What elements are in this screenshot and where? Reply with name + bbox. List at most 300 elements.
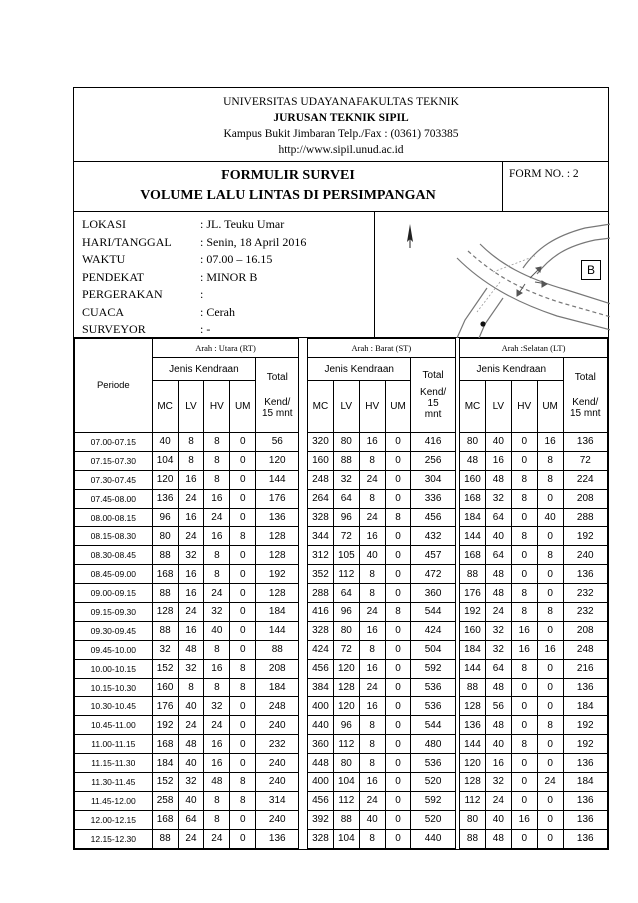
- column-gap: [299, 773, 308, 792]
- value-cell-mc: 152: [152, 773, 178, 792]
- periode-cell: 12.00-12.15: [75, 810, 153, 829]
- value-cell-um: 0: [230, 735, 256, 754]
- info-label: PENDEKAT: [82, 269, 144, 284]
- value-cell-hv: 16: [359, 773, 385, 792]
- value-cell-lv: 16: [178, 470, 204, 489]
- value-cell-lv: 64: [333, 584, 359, 603]
- value-cell-hv: 16: [359, 697, 385, 716]
- info-row: [82, 286, 306, 304]
- value-cell-um: 0: [230, 433, 256, 452]
- table-row: [75, 773, 608, 792]
- value-cell-lv: 24: [485, 603, 511, 622]
- value-cell-lv: 24: [178, 829, 204, 848]
- value-cell-hv: 0: [511, 716, 537, 735]
- value-cell-total: 544: [411, 603, 455, 622]
- value-cell-lv: 104: [333, 829, 359, 848]
- periode-cell: 09.15-09.30: [75, 603, 153, 622]
- value-cell-um: 0: [230, 621, 256, 640]
- value-cell-hv: 0: [511, 451, 537, 470]
- value-cell-lv: 32: [178, 659, 204, 678]
- value-cell-lv: 104: [333, 773, 359, 792]
- periode-cell: 10.00-10.15: [75, 659, 153, 678]
- value-cell-total: 184: [563, 697, 607, 716]
- value-cell-lv: 72: [333, 640, 359, 659]
- value-cell-total: 144: [256, 621, 299, 640]
- value-cell-total: 536: [411, 697, 455, 716]
- value-cell-total: 240: [563, 546, 607, 565]
- value-cell-mc: 88: [460, 829, 486, 848]
- value-cell-lv: 96: [333, 716, 359, 735]
- value-cell-um: 0: [537, 791, 563, 810]
- value-cell-total: 416: [411, 433, 455, 452]
- value-cell-hv: 40: [359, 810, 385, 829]
- value-cell-total: 224: [563, 470, 607, 489]
- total-header: [411, 358, 455, 433]
- value-cell-hv: 8: [204, 640, 230, 659]
- value-cell-lv: 48: [485, 584, 511, 603]
- value-cell-total: 128: [256, 584, 299, 603]
- value-cell-hv: 0: [511, 773, 537, 792]
- value-cell-total: 288: [563, 508, 607, 527]
- value-cell-um: 0: [230, 810, 256, 829]
- vehicle-type-um: UM: [230, 381, 256, 433]
- value-cell-mc: 192: [460, 603, 486, 622]
- value-cell-mc: 312: [307, 546, 333, 565]
- periode-cell: 08.00-08.15: [75, 508, 153, 527]
- value-cell-mc: 120: [152, 470, 178, 489]
- value-cell-mc: 184: [460, 508, 486, 527]
- value-cell-hv: 48: [204, 773, 230, 792]
- value-cell-hv: 8: [359, 829, 385, 848]
- value-cell-lv: 48: [485, 470, 511, 489]
- value-cell-total: 192: [563, 735, 607, 754]
- value-cell-total: 88: [256, 640, 299, 659]
- info-value: :: [200, 287, 204, 302]
- value-cell-lv: 32: [333, 470, 359, 489]
- value-cell-mc: 288: [307, 584, 333, 603]
- value-cell-total: 144: [256, 470, 299, 489]
- value-cell-hv: 24: [359, 508, 385, 527]
- department-name: JURUSAN TEKNIK SIPIL: [273, 112, 409, 124]
- info-label: LOKASI: [82, 217, 126, 232]
- value-cell-mc: 160: [460, 470, 486, 489]
- value-cell-total: 216: [563, 659, 607, 678]
- value-cell-hv: 24: [204, 716, 230, 735]
- value-cell-mc: 176: [152, 697, 178, 716]
- value-cell-um: 0: [537, 621, 563, 640]
- value-cell-mc: 248: [307, 470, 333, 489]
- form-title-line1: FORMULIR SURVEI: [221, 168, 355, 183]
- value-cell-total: 184: [563, 773, 607, 792]
- value-cell-mc: 192: [152, 716, 178, 735]
- info-value: : -: [200, 322, 211, 337]
- value-cell-total: 536: [411, 754, 455, 773]
- table-row: [75, 810, 608, 829]
- table-row: [75, 584, 608, 603]
- value-cell-hv: 8: [511, 489, 537, 508]
- value-cell-lv: 40: [485, 735, 511, 754]
- value-cell-lv: 32: [178, 773, 204, 792]
- value-cell-hv: 16: [359, 433, 385, 452]
- value-cell-um: 0: [385, 735, 411, 754]
- value-cell-um: 0: [230, 697, 256, 716]
- unit-line: mnt: [424, 409, 442, 420]
- value-cell-lv: 40: [178, 754, 204, 773]
- value-cell-um: 0: [230, 716, 256, 735]
- value-cell-lv: 48: [485, 716, 511, 735]
- table-row: [75, 565, 608, 584]
- value-cell-hv: 24: [359, 470, 385, 489]
- value-cell-lv: 48: [485, 678, 511, 697]
- unit-line: 15 mnt: [261, 407, 293, 419]
- info-row: [82, 304, 306, 322]
- value-cell-mc: 136: [152, 489, 178, 508]
- group-header-selatan: Arah :Selatan (LT): [460, 339, 608, 358]
- value-cell-hv: 8: [511, 735, 537, 754]
- column-gap: [299, 716, 308, 735]
- column-gap: [299, 735, 308, 754]
- value-cell-hv: 0: [511, 754, 537, 773]
- value-cell-um: 0: [230, 603, 256, 622]
- value-cell-um: 40: [537, 508, 563, 527]
- value-cell-um: 0: [385, 640, 411, 659]
- value-cell-mc: 144: [460, 527, 486, 546]
- value-cell-hv: 16: [359, 659, 385, 678]
- value-cell-mc: 440: [307, 716, 333, 735]
- table-row: [75, 527, 608, 546]
- total-label: Total: [574, 371, 596, 383]
- column-gap: [299, 339, 308, 433]
- value-cell-lv: 16: [178, 565, 204, 584]
- info-row: [82, 216, 306, 234]
- info-value: : JL. Teuku Umar: [200, 217, 285, 232]
- north-arrow-icon: [407, 224, 413, 248]
- column-gap: [299, 829, 308, 848]
- intersection-map: [374, 212, 610, 338]
- value-cell-total: 456: [411, 508, 455, 527]
- value-cell-lv: 48: [485, 829, 511, 848]
- total-label: Total: [266, 371, 288, 383]
- vehicle-type-lv: LV: [333, 381, 359, 433]
- unit-line: 15 mnt: [569, 407, 601, 419]
- value-cell-um: 0: [230, 565, 256, 584]
- value-cell-lv: 8: [178, 433, 204, 452]
- value-cell-um: 16: [537, 640, 563, 659]
- table-row: [75, 829, 608, 848]
- value-cell-total: 192: [256, 565, 299, 584]
- value-cell-um: 0: [385, 697, 411, 716]
- value-cell-total: 56: [256, 433, 299, 452]
- value-cell-mc: 168: [152, 735, 178, 754]
- value-cell-mc: 88: [152, 829, 178, 848]
- value-cell-mc: 128: [152, 603, 178, 622]
- column-gap: [299, 470, 308, 489]
- value-cell-lv: 72: [333, 527, 359, 546]
- value-cell-total: 176: [256, 489, 299, 508]
- value-cell-lv: 64: [485, 508, 511, 527]
- value-cell-total: 240: [256, 754, 299, 773]
- value-cell-um: 24: [537, 773, 563, 792]
- value-cell-lv: 64: [485, 659, 511, 678]
- vehicle-type-lv: LV: [485, 381, 511, 433]
- value-cell-hv: 16: [359, 527, 385, 546]
- value-cell-um: 0: [385, 489, 411, 508]
- value-cell-um: 0: [537, 810, 563, 829]
- value-cell-lv: 24: [178, 527, 204, 546]
- periode-cell: 07.30-07.45: [75, 470, 153, 489]
- value-cell-lv: 40: [485, 527, 511, 546]
- unit-line: Kend/: [572, 396, 599, 408]
- value-cell-lv: 40: [485, 810, 511, 829]
- value-cell-mc: 456: [307, 791, 333, 810]
- value-cell-total: 192: [563, 716, 607, 735]
- value-cell-um: 16: [537, 433, 563, 452]
- value-cell-hv: 8: [204, 565, 230, 584]
- value-cell-lv: 40: [178, 697, 204, 716]
- info-label: PERGERAKAN: [82, 287, 163, 302]
- value-cell-hv: 0: [511, 508, 537, 527]
- value-cell-mc: 80: [460, 810, 486, 829]
- value-cell-total: 424: [411, 621, 455, 640]
- value-cell-total: 72: [563, 451, 607, 470]
- info-row: [82, 251, 306, 269]
- vehicle-type-um: UM: [385, 381, 411, 433]
- table-row: [75, 716, 608, 735]
- value-cell-total: 136: [256, 829, 299, 848]
- periode-cell: 09.00-09.15: [75, 584, 153, 603]
- value-cell-mc: 184: [460, 640, 486, 659]
- value-cell-total: 480: [411, 735, 455, 754]
- value-cell-total: 184: [256, 678, 299, 697]
- value-cell-total: 592: [411, 659, 455, 678]
- periode-cell: 08.45-09.00: [75, 565, 153, 584]
- value-cell-total: 232: [256, 735, 299, 754]
- value-cell-mc: 328: [307, 829, 333, 848]
- value-cell-um: 0: [385, 773, 411, 792]
- survey-info-table: [82, 216, 306, 339]
- value-cell-lv: 16: [178, 621, 204, 640]
- value-cell-hv: 8: [511, 584, 537, 603]
- unit-line: 15: [427, 398, 439, 409]
- value-cell-mc: 80: [152, 527, 178, 546]
- value-cell-hv: 8: [359, 584, 385, 603]
- value-cell-mc: 168: [152, 565, 178, 584]
- value-cell-lv: 120: [333, 659, 359, 678]
- value-cell-um: 0: [385, 810, 411, 829]
- value-cell-um: 0: [385, 433, 411, 452]
- value-cell-lv: 24: [178, 489, 204, 508]
- column-gap: [299, 640, 308, 659]
- value-cell-total: 184: [256, 603, 299, 622]
- value-cell-total: 232: [563, 603, 607, 622]
- value-cell-mc: 384: [307, 678, 333, 697]
- value-cell-lv: 80: [333, 621, 359, 640]
- value-cell-mc: 400: [307, 773, 333, 792]
- value-cell-hv: 16: [359, 621, 385, 640]
- value-cell-mc: 424: [307, 640, 333, 659]
- value-cell-um: 0: [537, 829, 563, 848]
- value-cell-um: 0: [385, 754, 411, 773]
- value-cell-lv: 16: [178, 508, 204, 527]
- table-row: [75, 754, 608, 773]
- column-gap: [299, 508, 308, 527]
- value-cell-total: 208: [256, 659, 299, 678]
- column-gap: [299, 433, 308, 452]
- value-cell-um: 0: [537, 735, 563, 754]
- value-cell-um: 0: [385, 716, 411, 735]
- info-row: [82, 269, 306, 287]
- value-cell-lv: 96: [333, 603, 359, 622]
- value-cell-hv: 8: [511, 527, 537, 546]
- total-header: [256, 358, 299, 433]
- value-cell-um: 0: [537, 697, 563, 716]
- value-cell-lv: 32: [485, 640, 511, 659]
- value-cell-um: 0: [385, 584, 411, 603]
- info-row: [82, 234, 306, 252]
- value-cell-lv: 48: [178, 735, 204, 754]
- value-cell-mc: 96: [152, 508, 178, 527]
- info-value: : Senin, 18 April 2016: [200, 234, 307, 249]
- value-cell-hv: 8: [204, 546, 230, 565]
- value-cell-hv: 32: [204, 697, 230, 716]
- table-row: [75, 508, 608, 527]
- value-cell-total: 504: [411, 640, 455, 659]
- location-marker-icon: [480, 321, 485, 326]
- value-cell-mc: 360: [307, 735, 333, 754]
- column-gap: [299, 659, 308, 678]
- value-cell-um: 0: [537, 489, 563, 508]
- value-cell-um: 0: [385, 678, 411, 697]
- value-cell-mc: 160: [152, 678, 178, 697]
- value-cell-um: 0: [385, 451, 411, 470]
- vehicle-type-hv: HV: [204, 381, 230, 433]
- value-cell-hv: 0: [511, 433, 537, 452]
- value-cell-total: 336: [411, 489, 455, 508]
- university-name: UNIVERSITAS UDAYANAFAKULTAS TEKNIK: [223, 96, 459, 108]
- value-cell-lv: 112: [333, 791, 359, 810]
- value-cell-hv: 0: [511, 697, 537, 716]
- value-cell-mc: 120: [460, 754, 486, 773]
- value-cell-mc: 88: [460, 565, 486, 584]
- value-cell-lv: 32: [178, 546, 204, 565]
- value-cell-um: 8: [537, 603, 563, 622]
- value-cell-um: 0: [537, 659, 563, 678]
- periode-cell: 11.30-11.45: [75, 773, 153, 792]
- value-cell-hv: 32: [204, 603, 230, 622]
- value-cell-total: 192: [563, 527, 607, 546]
- table-row: [75, 451, 608, 470]
- value-cell-total: 136: [256, 508, 299, 527]
- value-cell-lv: 48: [178, 640, 204, 659]
- value-cell-mc: 40: [152, 433, 178, 452]
- form-title-line2: VOLUME LALU LINTAS DI PERSIMPANGAN: [140, 188, 436, 203]
- total-header: [563, 358, 607, 433]
- value-cell-mc: 344: [307, 527, 333, 546]
- value-cell-um: 0: [385, 659, 411, 678]
- value-cell-total: 432: [411, 527, 455, 546]
- value-cell-um: 8: [385, 508, 411, 527]
- value-cell-mc: 168: [460, 546, 486, 565]
- value-cell-mc: 152: [152, 659, 178, 678]
- value-cell-total: 136: [563, 433, 607, 452]
- value-cell-total: 240: [256, 716, 299, 735]
- column-gap: [299, 451, 308, 470]
- table-row: [75, 621, 608, 640]
- value-cell-mc: 32: [152, 640, 178, 659]
- value-cell-hv: 8: [359, 489, 385, 508]
- value-cell-mc: 258: [152, 791, 178, 810]
- value-cell-lv: 105: [333, 546, 359, 565]
- value-cell-total: 472: [411, 565, 455, 584]
- value-cell-total: 536: [411, 678, 455, 697]
- info-label: SURVEYOR: [82, 322, 146, 337]
- value-cell-hv: 8: [204, 678, 230, 697]
- table-row: [75, 546, 608, 565]
- value-cell-total: 248: [256, 697, 299, 716]
- value-cell-hv: 24: [359, 678, 385, 697]
- value-cell-mc: 128: [460, 773, 486, 792]
- value-cell-hv: 0: [511, 829, 537, 848]
- website-url: http://www.sipil.unud.ac.id: [278, 144, 404, 156]
- value-cell-total: 136: [563, 829, 607, 848]
- periode-cell: 12.15-12.30: [75, 829, 153, 848]
- periode-cell: 10.15-10.30: [75, 678, 153, 697]
- value-cell-um: 0: [537, 584, 563, 603]
- value-cell-lv: 40: [178, 791, 204, 810]
- info-value: : Cerah: [200, 304, 235, 319]
- value-cell-total: 128: [256, 527, 299, 546]
- value-cell-hv: 0: [511, 678, 537, 697]
- value-cell-lv: 16: [485, 754, 511, 773]
- form-number: FORM NO. : 2: [509, 168, 579, 180]
- value-cell-mc: 264: [307, 489, 333, 508]
- value-cell-um: 8: [230, 791, 256, 810]
- value-cell-hv: 8: [511, 659, 537, 678]
- value-cell-um: 0: [385, 621, 411, 640]
- value-cell-mc: 448: [307, 754, 333, 773]
- table-row: [75, 791, 608, 810]
- jenis-kendraan-header: Jenis Kendraan: [307, 358, 411, 381]
- form-title-row: [74, 162, 608, 212]
- value-cell-lv: 64: [485, 546, 511, 565]
- value-cell-um: 0: [385, 527, 411, 546]
- value-cell-mc: 176: [460, 584, 486, 603]
- value-cell-mc: 88: [460, 678, 486, 697]
- value-cell-mc: 328: [307, 621, 333, 640]
- periode-cell: 08.30-08.45: [75, 546, 153, 565]
- value-cell-lv: 64: [178, 810, 204, 829]
- column-gap: [299, 527, 308, 546]
- value-cell-mc: 352: [307, 565, 333, 584]
- value-cell-um: 0: [385, 546, 411, 565]
- value-cell-total: 136: [563, 754, 607, 773]
- value-cell-hv: 24: [204, 508, 230, 527]
- value-cell-um: 0: [537, 527, 563, 546]
- value-cell-total: 128: [256, 546, 299, 565]
- table-row: [75, 640, 608, 659]
- value-cell-lv: 96: [333, 508, 359, 527]
- value-cell-um: 0: [385, 470, 411, 489]
- value-cell-hv: 16: [204, 489, 230, 508]
- value-cell-hv: 8: [359, 640, 385, 659]
- periode-cell: 10.45-11.00: [75, 716, 153, 735]
- value-cell-hv: 8: [204, 791, 230, 810]
- survey-form: [73, 87, 609, 850]
- value-cell-total: 136: [563, 791, 607, 810]
- value-cell-um: 8: [230, 773, 256, 792]
- value-cell-hv: 8: [204, 810, 230, 829]
- value-cell-hv: 8: [204, 451, 230, 470]
